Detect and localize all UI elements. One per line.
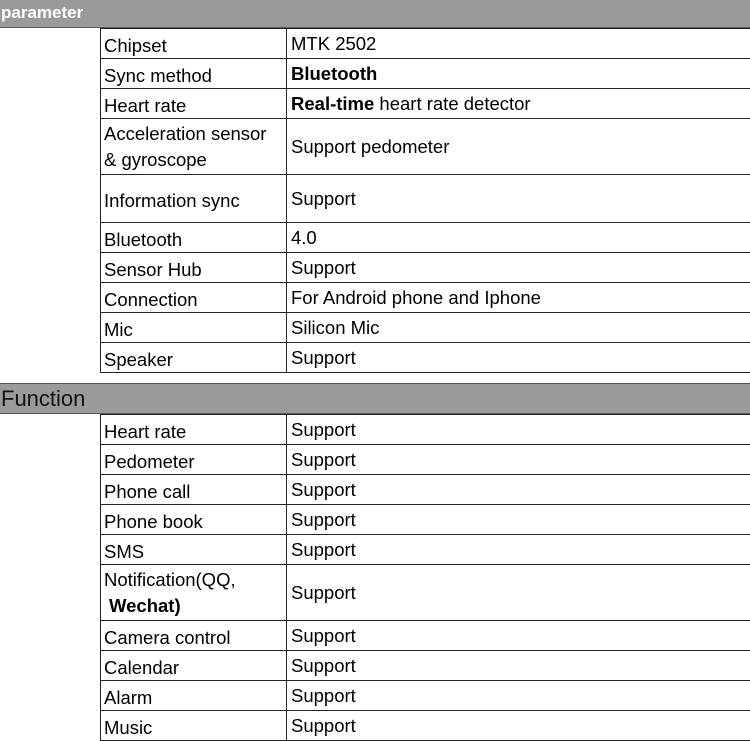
row-value: Support	[287, 445, 750, 475]
table-row	[101, 445, 750, 475]
row-label: SMS	[101, 535, 287, 565]
row-label: Connection	[101, 283, 287, 313]
row-value-bold: Real-time	[291, 93, 374, 114]
row-value: Bluetooth	[287, 59, 750, 89]
table-row	[101, 29, 750, 59]
table-row	[101, 565, 750, 621]
row-value: Support	[287, 621, 750, 651]
row-label: Sync method	[101, 59, 287, 89]
row-value: Support	[287, 475, 750, 505]
table-row	[101, 343, 750, 373]
table-row	[101, 313, 750, 343]
row-label: Music	[101, 711, 287, 741]
row-label: Mic	[101, 313, 287, 343]
row-value: Support	[287, 711, 750, 741]
row-value: 4.0	[287, 223, 750, 253]
row-value: Support	[287, 415, 750, 445]
row-label: Sensor Hub	[101, 253, 287, 283]
table-row	[101, 223, 750, 253]
row-label: Heart rate	[101, 89, 287, 119]
row-label-line1: Notification(QQ,	[104, 567, 283, 593]
row-label: Pedometer	[101, 445, 287, 475]
row-value: For Android phone and Iphone	[287, 283, 750, 313]
function-section-header	[0, 383, 750, 414]
table-row	[101, 253, 750, 283]
parameter-table	[100, 28, 750, 373]
table-row	[101, 119, 750, 175]
table-row	[101, 505, 750, 535]
row-value: Support	[287, 253, 750, 283]
row-value: Support	[287, 505, 750, 535]
table-row	[101, 535, 750, 565]
table-row	[101, 475, 750, 505]
row-label: Information sync	[101, 175, 287, 223]
row-label	[101, 565, 287, 621]
row-label: Phone book	[101, 505, 287, 535]
row-value-rest: heart rate detector	[374, 93, 530, 114]
row-label: Calendar	[101, 651, 287, 681]
row-label-line2: Wechat)	[104, 593, 283, 619]
row-value: MTK 2502	[287, 29, 750, 59]
row-label: Speaker	[101, 343, 287, 373]
table-row	[101, 711, 750, 741]
table-row	[101, 283, 750, 313]
table-row	[101, 651, 750, 681]
function-title: Function	[1, 386, 85, 411]
table-row	[101, 681, 750, 711]
parameter-section-header	[0, 0, 750, 28]
table-row	[101, 59, 750, 89]
row-value: Support	[287, 565, 750, 621]
row-value: Support	[287, 651, 750, 681]
row-value: Silicon Mic	[287, 313, 750, 343]
row-value: Support	[287, 175, 750, 223]
table-row	[101, 415, 750, 445]
row-label: Heart rate	[101, 415, 287, 445]
row-label: Alarm	[101, 681, 287, 711]
row-value	[287, 89, 750, 119]
parameter-title: parameter	[1, 3, 83, 22]
row-label: Bluetooth	[101, 223, 287, 253]
function-table	[100, 414, 750, 741]
row-value: Support	[287, 681, 750, 711]
table-row	[101, 175, 750, 223]
row-label: Acceleration sensor & gyroscope	[101, 119, 287, 175]
row-value: Support pedometer	[287, 119, 750, 175]
row-value: Support	[287, 343, 750, 373]
row-label: Chipset	[101, 29, 287, 59]
table-row	[101, 621, 750, 651]
table-row	[101, 89, 750, 119]
row-value: Support	[287, 535, 750, 565]
row-label: Phone call	[101, 475, 287, 505]
row-label: Camera control	[101, 621, 287, 651]
